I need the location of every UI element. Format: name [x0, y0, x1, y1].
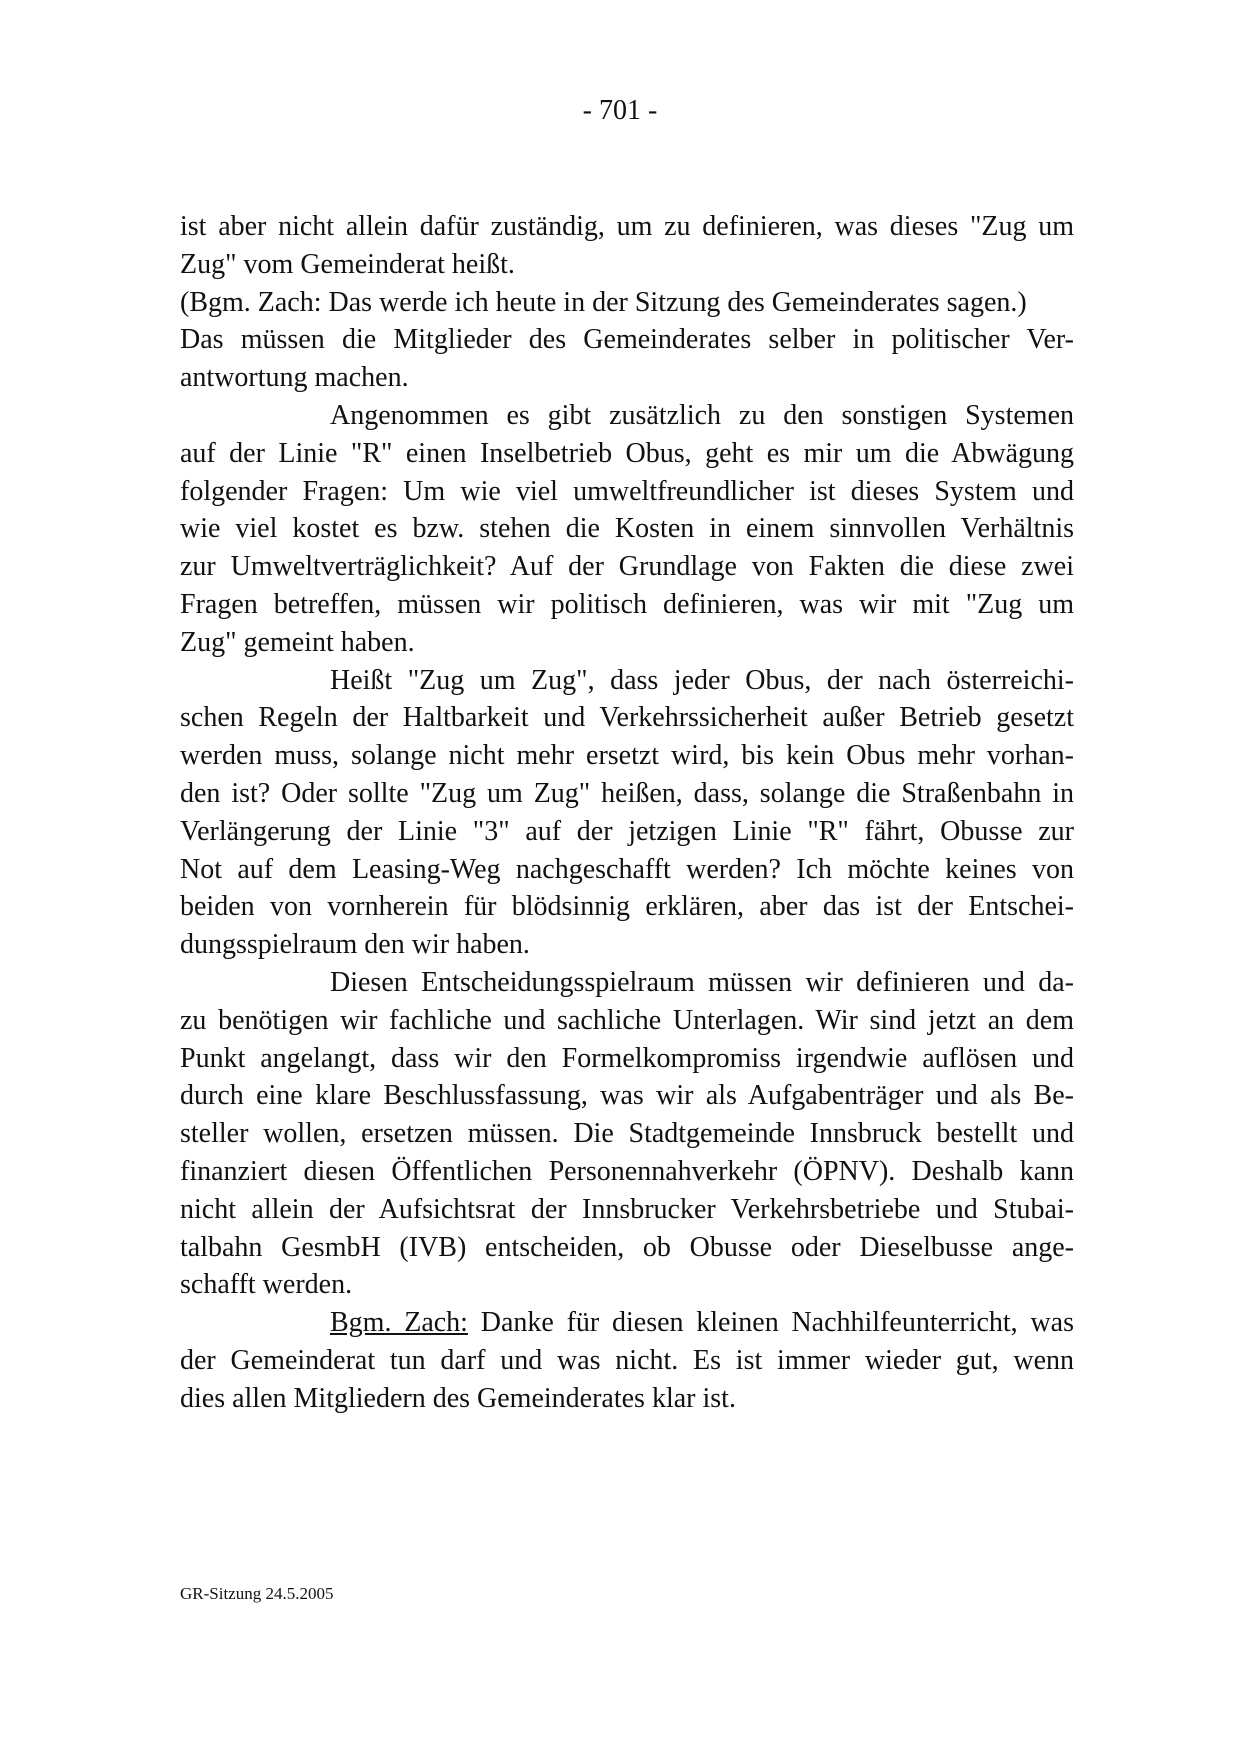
text-line: Punkt angelangt, dass wir den Formelkompromiss irgendwie auflösen und [180, 1042, 1074, 1074]
footer-session-date: GR-Sitzung 24.5.2005 [180, 1584, 334, 1603]
text-line: auf der Linie "R" einen Inselbetrieb Obus, geht es mir um die Abwägung [180, 437, 1074, 469]
text-line: beiden von vornherein für blödsinnig erklären, aber das ist der Entschei- [180, 891, 1074, 923]
text-line: dies allen Mitgliedern des Gemeinderates klar ist. [180, 1382, 736, 1414]
paragraph-start-line: Angenommen es gibt zusätzlich zu den sonstigen Systemen [330, 399, 1074, 431]
text-line: ist aber nicht allein dafür zuständig, um zu definieren, was dieses "Zug um [180, 211, 1074, 242]
text-line: den ist? Oder sollte "Zug um Zug" heißen, dass, solange die Straßenbahn in [180, 777, 1074, 809]
text-line: dungsspielraum den wir haben. [180, 929, 530, 961]
interjection-line: (Bgm. Zach: Das werde ich heute in der Sitzung des Gemeinderates sagen.) [180, 286, 1027, 318]
speaker-paragraph-start-line [180, 1304, 1074, 1342]
page-number: - 701 - [582, 95, 658, 126]
text-line: schafft werden. [180, 1269, 353, 1301]
text-line: finanziert diesen Öffentlichen Personennahverkehr (ÖPNV). Deshalb kann [180, 1155, 1074, 1187]
text-line: Not auf dem Leasing-Weg nachgeschafft werden? Ich möchte keines von [180, 853, 1074, 885]
text-line: der Gemeinderat tun darf und was nicht. Es ist immer wieder gut, wenn [180, 1344, 1074, 1376]
text-line: schen Regeln der Haltbarkeit und Verkehrssicherheit außer Betrieb gesetzt [180, 702, 1074, 734]
text-line: nicht allein der Aufsichtsrat der Innsbrucker Verkehrsbetriebe und Stubai- [180, 1193, 1074, 1225]
text-line: Verlängerung der Linie "3" auf der jetzigen Linie "R" fährt, Obusse zur [180, 815, 1074, 847]
paragraph-start-line: Heißt "Zug um Zug", dass jeder Obus, der nach österreichi- [330, 664, 1074, 696]
speaker-statement: Danke für diesen kleinen Nachhilfeunterricht, was [467, 1307, 1074, 1339]
document-body [180, 208, 1074, 1418]
text-line: Zug" vom Gemeinderat heißt. [180, 248, 515, 280]
text-line: Zug" gemeint haben. [180, 626, 415, 658]
text-line: werden muss, solange nicht mehr ersetzt wird, bis kein Obus mehr vorhan- [180, 740, 1074, 772]
text-line: durch eine klare Beschlussfassung, was wir als Aufgabenträger und als Be- [180, 1080, 1074, 1112]
text-line: wie viel kostet es bzw. stehen die Kosten in einem sinnvollen Verhältnis [180, 513, 1074, 545]
text-line: Fragen betreffen, müssen wir politisch definieren, was wir mit "Zug um [180, 588, 1074, 620]
text-line: folgender Fragen: Um wie viel umweltfreundlicher ist dieses System und [180, 475, 1074, 507]
text-line: zu benötigen wir fachliche und sachliche Unterlagen. Wir sind jetzt an dem [180, 1004, 1074, 1036]
text-line: Das müssen die Mitglieder des Gemeinderates selber in politischer Ver- [180, 324, 1074, 356]
text-line: talbahn GesmbH (IVB) entscheiden, ob Obusse oder Dieselbusse ange- [180, 1231, 1074, 1263]
text-line: steller wollen, ersetzen müssen. Die Stadtgemeinde Innsbruck bestellt und [180, 1118, 1074, 1150]
text-line: zur Umweltverträglichkeit? Auf der Grundlage von Fakten die diese zwei [180, 551, 1074, 583]
paragraph-start-line: Diesen Entscheidungsspielraum müssen wir definieren und da- [330, 966, 1074, 998]
speaker-name: Bgm. Zach: [330, 1307, 468, 1339]
text-line: antwortung machen. [180, 362, 409, 394]
